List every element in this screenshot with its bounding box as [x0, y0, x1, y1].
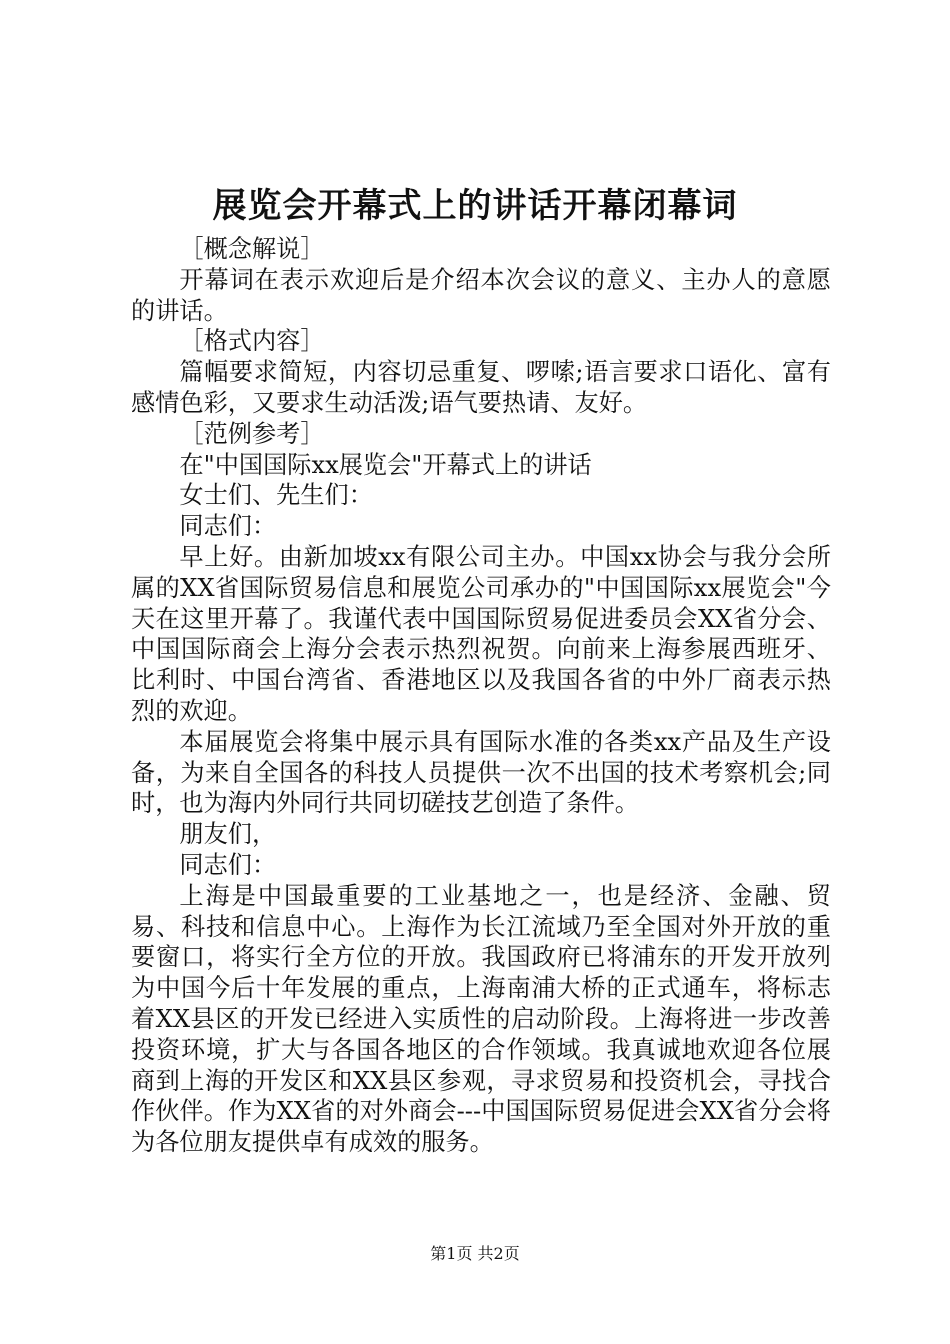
- paragraph: 早上好。由新加坡xx有限公司主办。中国xx协会与我分会所属的XX省国际贸易信息和展览公司承办的"中国国际xx展览会"今天在这里开幕了。我谨代表中国国际贸易促进委员会XX省分会、中国国际商会上海分会表示热烈祝贺。向前来上海参展西班牙、比利时、中国台湾省、香港地区以及我国各省的中外厂商表示热烈的欢迎。: [131, 542, 831, 725]
- paragraph: 开幕词在表示欢迎后是介绍本次会议的意义、主办人的意愿的讲话。: [131, 265, 831, 325]
- paragraph: 篇幅要求简短，内容切忌重复、啰嗦;语言要求口语化、富有感情色彩，又要求生动活泼;语气要热请、友好。: [131, 358, 831, 417]
- salutation: 女士们、先生们：: [179, 481, 373, 510]
- paragraph: 上海是中国最重要的工业基地之一，也是经济、金融、贸易、科技和信息中心。上海作为长江流域乃至全国对外开放的重要窗口，将实行全方位的开放。我国政府已将浦东的开发开放列为中国今后十年发展的重点，上海南浦大桥的正式通车，将标志着XX县区的开发已经进入实质性的启动阶段。上海将进一步改善投资环境，扩大与各国各地区的合作领域。我真诚地欢迎各位展商到上海的开发区和XX县区参观，寻求贸易和投资机会，寻找合作伙伴。作为XX省的对外商会---中国国际贸易促进会XX省分会将为各位朋友提供卓有成效的服务。: [131, 881, 831, 1157]
- paragraph: 本届展览会将集中展示具有国际水准的各类xx产品及生产设备，为来自全国各的科技人员提供一次不出国的技术考察机会;同时，也为海内外同行共同切磋技艺创造了条件。: [131, 727, 831, 818]
- page-footer: 第1页 共2页: [430, 1244, 520, 1263]
- section-heading-example: ［范例参考］: [179, 419, 325, 448]
- document-title: 展览会开幕式上的讲话开幕闭幕词: [212, 186, 738, 226]
- section-heading-format: ［格式内容］: [179, 327, 325, 356]
- document-body: [131, 234, 831, 1158]
- salutation: 同志们：: [179, 850, 277, 879]
- salutation: 同志们：: [179, 512, 277, 541]
- salutation: 朋友们，: [179, 820, 277, 849]
- section-heading-concept: ［概念解说］: [179, 235, 325, 263]
- speech-title: 在"中国国际xx展览会"开幕式上的讲话: [179, 450, 592, 479]
